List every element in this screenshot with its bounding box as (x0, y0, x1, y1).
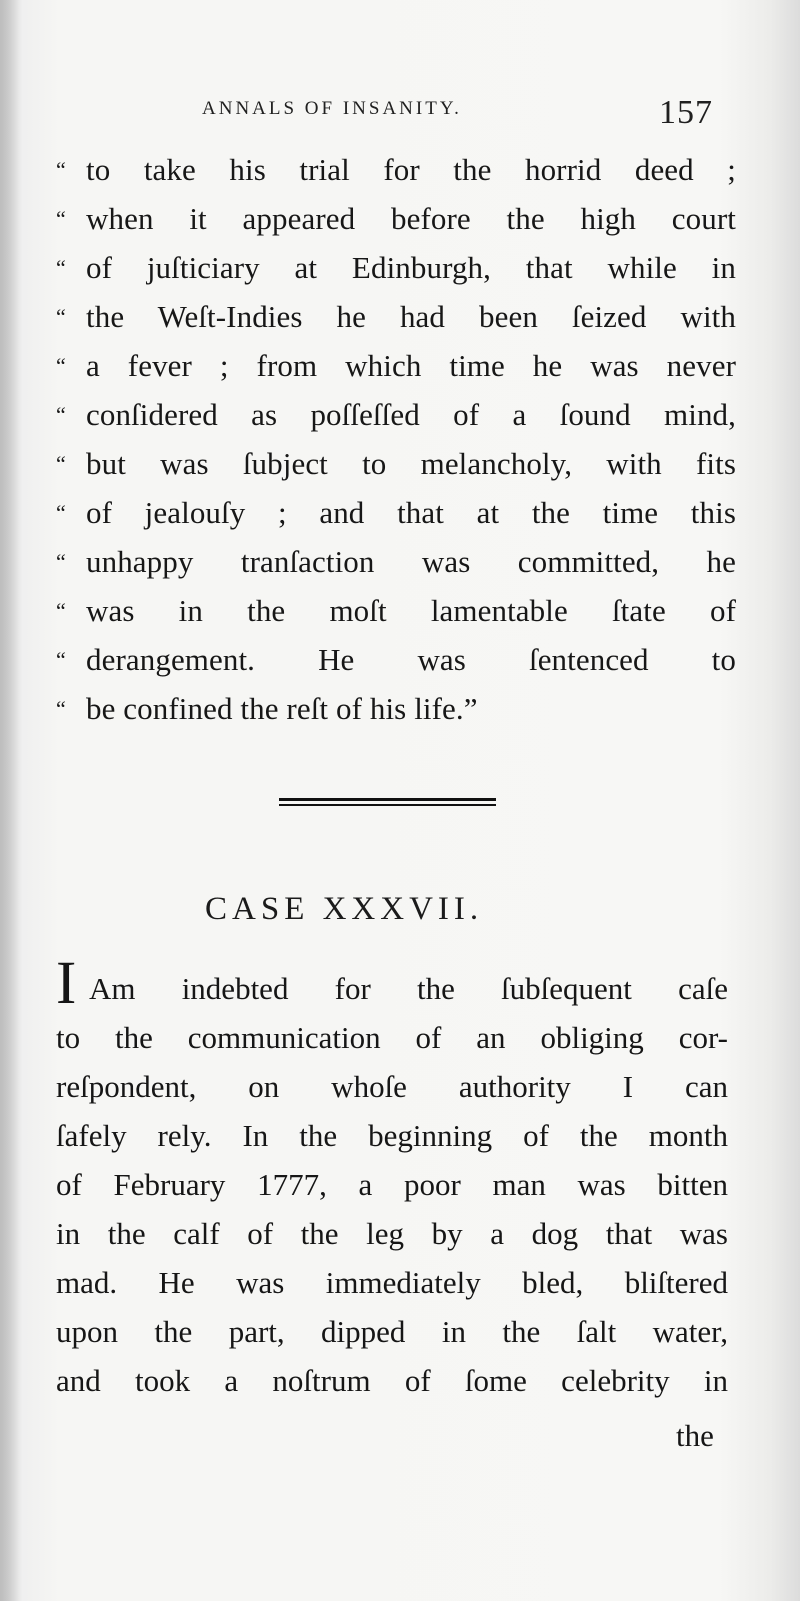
quote-line (56, 194, 736, 243)
quote-mark: “ (56, 549, 66, 574)
catchword: the (676, 1418, 714, 1453)
quote-mark: “ (56, 353, 66, 378)
quote-line (56, 341, 736, 390)
quote-line (56, 684, 736, 733)
quote-mark: “ (56, 255, 66, 280)
quote-line (56, 145, 736, 194)
quote-line-text: of juſticiary at Edinburgh, that while in (86, 250, 736, 285)
quote-mark: “ (56, 647, 66, 672)
divider-line-top (279, 798, 496, 801)
body-line: mad. He was immediately bled, bliſtered (56, 1265, 728, 1300)
quote-line-text: be confined the reſt of his life.” (86, 691, 478, 726)
quote-line (56, 488, 736, 537)
body-line (56, 950, 728, 1017)
quote-line-text: derangement. He was ſentenced to (86, 642, 736, 677)
quote-line-text: but was ſubject to melancholy, with fits (86, 446, 736, 481)
quote-line-text: a fever ; from which time he was never (86, 348, 736, 383)
quote-mark: “ (56, 304, 66, 329)
quote-mark: “ (56, 598, 66, 623)
body-line: to the communication of an obliging cor- (56, 1020, 728, 1055)
quoted-passage (56, 145, 736, 733)
quote-line-text: unhappy tranſaction was committed, he (86, 544, 736, 579)
quote-mark: “ (56, 157, 66, 182)
body-line: reſpondent, on whoſe authority I can (56, 1069, 728, 1104)
body-line: of February 1777, a poor man was bitten (56, 1167, 728, 1202)
body-line: ſafely rely. In the beginning of the month (56, 1118, 728, 1153)
quote-line (56, 586, 736, 635)
body-line-text: Am indebted for the ſubſequent caſe (89, 971, 728, 1006)
running-head (190, 94, 730, 136)
quote-mark: “ (56, 451, 66, 476)
quote-line (56, 635, 736, 684)
quote-line (56, 537, 736, 586)
running-title: ANNALS OF INSANITY. (202, 98, 462, 119)
case-heading: CASE XXXVII. (205, 891, 484, 927)
body-line: upon the part, dipped in the ſalt water, (56, 1314, 728, 1349)
quote-line (56, 243, 736, 292)
divider-line-bottom (279, 804, 496, 806)
body-line: and took a noſtrum of ſome celebrity in (56, 1363, 728, 1398)
quote-mark: “ (56, 500, 66, 525)
page-gutter-shadow (0, 0, 22, 1601)
quote-line (56, 439, 736, 488)
page-number: 157 (659, 94, 713, 131)
quote-line (56, 390, 736, 439)
quote-line-text: to take his trial for the horrid deed ; (86, 152, 736, 187)
quote-mark: “ (56, 206, 66, 231)
quote-line-text: was in the moſt lamentable ſtate of (86, 593, 736, 628)
quote-line-text: when it appeared before the high court (86, 201, 736, 236)
body-line: in the calf of the leg by a dog that was (56, 1216, 728, 1251)
quote-line (56, 292, 736, 341)
case-body-text (56, 950, 728, 1405)
section-divider (279, 798, 496, 808)
drop-cap: I (56, 950, 77, 1017)
quote-line-text: of jealouſy ; and that at the time this (86, 495, 736, 530)
quote-line-text: conſidered as poſſeſſed of a ſound mind, (86, 397, 736, 432)
quote-line-text: the Weſt-Indies he had been ſeized with (86, 299, 736, 334)
quote-mark: “ (56, 696, 66, 721)
quote-mark: “ (56, 402, 66, 427)
